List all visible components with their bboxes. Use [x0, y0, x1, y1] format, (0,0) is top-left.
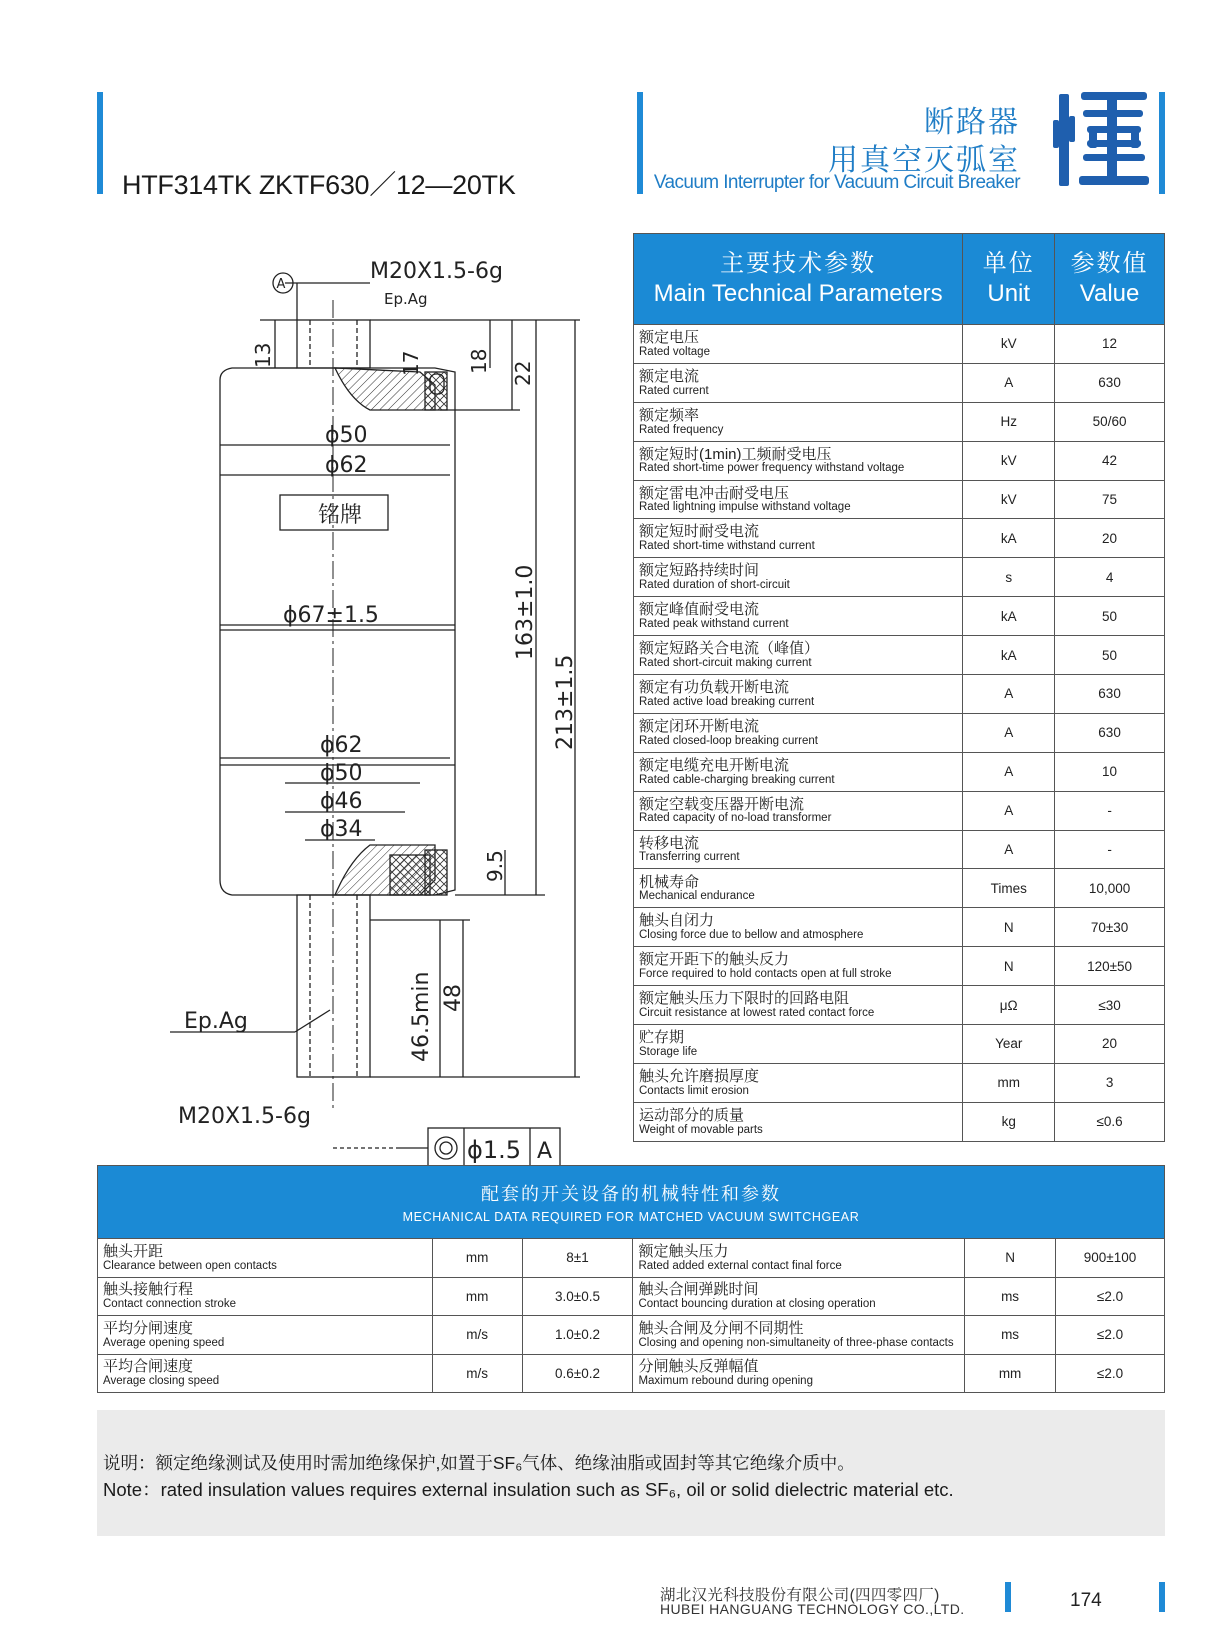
value-cell: 20 — [1055, 1025, 1165, 1064]
unit-cell: A — [963, 830, 1055, 869]
value-cell: - — [1055, 791, 1165, 830]
unit-cell: μΩ — [963, 986, 1055, 1025]
unit-cell: kV — [963, 480, 1055, 519]
value-cell: ≤2.0 — [1056, 1354, 1165, 1393]
param-cell: 触头自闭力 Closing force due to bellow and atmosphere — [634, 908, 963, 947]
table-row — [98, 1316, 1165, 1355]
unit-cell: kV — [963, 325, 1055, 364]
tolerance-datum: A — [537, 1139, 553, 1164]
table-row — [634, 636, 1165, 675]
unit-cell: A — [963, 791, 1055, 830]
unit-cell: A — [963, 713, 1055, 752]
unit-cell: Times — [963, 869, 1055, 908]
param-cell: 额定触头压力 Rated added external contact final force — [633, 1239, 965, 1278]
param-cell: 额定电缆充电开断电流 Rated cable-charging breaking current — [634, 752, 963, 791]
unit-cell: ms — [965, 1277, 1056, 1316]
table-row — [634, 558, 1165, 597]
value-cell: 10,000 — [1055, 869, 1165, 908]
param-cell: 平均分闸速度 Average opening speed — [98, 1316, 433, 1355]
hanguang-logo-icon — [1053, 90, 1153, 190]
value-cell: 70±30 — [1055, 908, 1165, 947]
dim-48: 48 — [441, 984, 466, 1012]
param-cell: 额定短时耐受电流 Rated short-time withstand current — [634, 519, 963, 558]
unit-cell: m/s — [432, 1316, 522, 1355]
table-row — [98, 1354, 1165, 1393]
param-cell: 额定开距下的触头反力 Force required to hold contacts open at full stroke — [634, 947, 963, 986]
param-header: 主要技术参数 Main Technical Parameters — [634, 234, 963, 325]
param-cell: 额定电流 Rated current — [634, 363, 963, 402]
dim-13: 13 — [251, 342, 275, 368]
param-cell: 额定触头压力下限时的回路电阻 Circuit resistance at lowest rated contact force — [634, 986, 963, 1025]
footer-bar-right — [1159, 1582, 1165, 1612]
value-cell: ≤30 — [1055, 986, 1165, 1025]
value-cell: 20 — [1055, 519, 1165, 558]
table-row — [634, 752, 1165, 791]
table-row — [634, 908, 1165, 947]
param-cell: 贮存期 Storage life — [634, 1025, 963, 1064]
header-mid-bar — [637, 92, 643, 194]
value-cell: 1.0±0.2 — [522, 1316, 633, 1355]
model-title: HTF314TK ZKTF630／12—20TK — [122, 170, 516, 200]
unit-cell: kV — [963, 441, 1055, 480]
param-cell: 触头接触行程 Contact connection stroke — [98, 1277, 433, 1316]
datum-label: A — [276, 277, 286, 292]
thread-top-label: M20X1.5-6g — [370, 259, 503, 284]
param-cell: 机械寿命 Mechanical endurance — [634, 869, 963, 908]
value-cell: 75 — [1055, 480, 1165, 519]
unit-cell: m/s — [432, 1354, 522, 1393]
dim-phi62-bottom: ϕ62 — [320, 733, 363, 758]
param-cell: 触头合闸及分闸不同期性 Closing and opening non-simultaneity of three-phase contacts — [633, 1316, 965, 1355]
unit-cell: mm — [432, 1277, 522, 1316]
value-cell: ≤2.0 — [1056, 1277, 1165, 1316]
note-en: Note：rated insulation values requires external insulation such as SF₆, oil or solid dielectric material etc. — [103, 1479, 954, 1500]
title-zh-line1: 断路器 — [924, 106, 1020, 139]
param-cell: 分闸触头反弹幅值 Maximum rebound during opening — [633, 1354, 965, 1393]
table-row — [634, 675, 1165, 714]
param-cell: 额定频率 Rated frequency — [634, 402, 963, 441]
dim-phi67: ϕ67±1.5 — [283, 603, 379, 628]
value-cell: ≤0.6 — [1055, 1102, 1165, 1141]
param-cell: 额定短路持续时间 Rated duration of short-circuit — [634, 558, 963, 597]
table-row — [98, 1239, 1165, 1278]
page-number: 174 — [1070, 1590, 1102, 1611]
table-row — [634, 869, 1165, 908]
value-cell: 50/60 — [1055, 402, 1165, 441]
table-row — [634, 441, 1165, 480]
table-row — [634, 1102, 1165, 1141]
param-cell: 额定电压 Rated voltage — [634, 325, 963, 364]
param-cell: 额定短时(1min)工频耐受电压 Rated short-time power frequency withstand voltage — [634, 441, 963, 480]
dim-phi62-top: ϕ62 — [325, 453, 368, 478]
param-cell: 触头允许磨损厚度 Contacts limit erosion — [634, 1063, 963, 1102]
unit-cell: N — [963, 908, 1055, 947]
table-row — [634, 325, 1165, 364]
table-row — [634, 363, 1165, 402]
title-zh-line2: 用真空灭弧室 — [828, 144, 1020, 177]
plating-top-label: Ep.Ag — [384, 290, 428, 308]
unit-cell: A — [963, 675, 1055, 714]
param-cell: 触头开距 Clearance between open contacts — [98, 1239, 433, 1278]
unit-cell: ms — [965, 1316, 1056, 1355]
technical-drawing — [160, 235, 620, 1175]
unit-cell: s — [963, 558, 1055, 597]
value-cell: 900±100 — [1056, 1239, 1165, 1278]
unit-header: 单位 Unit — [963, 234, 1055, 325]
table-row — [634, 519, 1165, 558]
main-parameters-table — [633, 233, 1165, 1142]
table-row — [634, 830, 1165, 869]
main-table-header — [634, 234, 1165, 325]
table-row — [634, 713, 1165, 752]
plating-bottom-label: Ep.Ag — [184, 1009, 248, 1034]
nameplate-label: 铭牌 — [318, 503, 363, 528]
table-row — [634, 1025, 1165, 1064]
unit-cell: mm — [965, 1354, 1056, 1393]
value-cell: 630 — [1055, 675, 1165, 714]
unit-cell: N — [963, 947, 1055, 986]
unit-cell: mm — [432, 1239, 522, 1278]
unit-cell: N — [965, 1239, 1056, 1278]
unit-cell: mm — [963, 1063, 1055, 1102]
value-cell: 120±50 — [1055, 947, 1165, 986]
table-row — [634, 597, 1165, 636]
footer-bar-left — [1005, 1582, 1011, 1612]
dim-17: 17 — [399, 350, 423, 376]
param-cell: 平均合闸速度 Average closing speed — [98, 1354, 433, 1393]
value-cell: 10 — [1055, 752, 1165, 791]
dim-22: 22 — [511, 360, 535, 386]
table-row — [634, 947, 1165, 986]
value-cell: 8±1 — [522, 1239, 633, 1278]
value-cell: 3.0±0.5 — [522, 1277, 633, 1316]
value-cell: 4 — [1055, 558, 1165, 597]
param-cell: 触头合闸弹跳时间 Contact bouncing duration at closing operation — [633, 1277, 965, 1316]
mech-table-header — [98, 1166, 1165, 1239]
dim-phi34: ϕ34 — [320, 817, 363, 842]
dim-phi46: ϕ46 — [320, 789, 363, 814]
tolerance-value: ϕ1.5 — [467, 1136, 521, 1164]
value-cell: ≤2.0 — [1056, 1316, 1165, 1355]
param-cell: 运动部分的质量 Weight of movable parts — [634, 1102, 963, 1141]
dim-18: 18 — [467, 348, 491, 374]
table-row — [634, 791, 1165, 830]
value-cell: - — [1055, 830, 1165, 869]
mech-table-title: 配套的开关设备的机械特性和参数 MECHANICAL DATA REQUIRED FOR MATCHED VACUUM SWITCHGEAR — [98, 1166, 1165, 1239]
unit-cell: Year — [963, 1025, 1055, 1064]
unit-cell: A — [963, 752, 1055, 791]
note-box — [97, 1410, 1165, 1536]
note-zh: 说明：额定绝缘测试及使用时需加绝缘保护,如置于SF₆气体、绝缘油脂或固封等其它绝缘介质中。 — [103, 1453, 855, 1473]
header-left-bar — [97, 92, 103, 194]
param-cell: 额定有功负载开断电流 Rated active load breaking current — [634, 675, 963, 714]
value-cell: 50 — [1055, 636, 1165, 675]
thread-bottom-label: M20X1.5-6g — [178, 1104, 311, 1129]
param-cell: 额定雷电冲击耐受电压 Rated lightning impulse withstand voltage — [634, 480, 963, 519]
unit-cell: A — [963, 363, 1055, 402]
dim-163: 163±1.0 — [513, 564, 538, 660]
dim-46-5min: 46.5min — [409, 971, 434, 1062]
value-cell: 3 — [1055, 1063, 1165, 1102]
param-cell: 额定峰值耐受电流 Rated peak withstand current — [634, 597, 963, 636]
header-right-bar — [1159, 92, 1165, 194]
value-cell: 42 — [1055, 441, 1165, 480]
value-cell: 0.6±0.2 — [522, 1354, 633, 1393]
value-cell: 630 — [1055, 363, 1165, 402]
value-cell: 50 — [1055, 597, 1165, 636]
table-row — [634, 986, 1165, 1025]
dim-phi50-top: ϕ50 — [325, 423, 368, 448]
table-row — [98, 1277, 1165, 1316]
dim-phi50-bottom: ϕ50 — [320, 761, 363, 786]
value-cell: 630 — [1055, 713, 1165, 752]
value-cell: 12 — [1055, 325, 1165, 364]
param-cell: 额定闭环开断电流 Rated closed-loop breaking current — [634, 713, 963, 752]
company-name-zh: 湖北汉光科技股份有限公司(四四零四厂) — [660, 1587, 940, 1604]
unit-cell: kA — [963, 597, 1055, 636]
table-row — [634, 402, 1165, 441]
mechanical-data-table — [97, 1165, 1165, 1393]
param-cell: 额定空载变压器开断电流 Rated capacity of no-load transformer — [634, 791, 963, 830]
table-row — [634, 480, 1165, 519]
param-cell: 额定短路关合电流（峰值） Rated short-circuit making current — [634, 636, 963, 675]
unit-cell: kA — [963, 519, 1055, 558]
table-row — [634, 1063, 1165, 1102]
dim-9-5: 9.5 — [483, 850, 507, 882]
dim-213: 213±1.5 — [553, 654, 578, 750]
param-cell: 转移电流 Transferring current — [634, 830, 963, 869]
unit-cell: kA — [963, 636, 1055, 675]
unit-cell: Hz — [963, 402, 1055, 441]
company-name-en: HUBEI HANGUANG TECHNOLOGY CO.,LTD. — [660, 1601, 965, 1617]
title-en: Vacuum Interrupter for Vacuum Circuit Breaker — [653, 172, 1020, 193]
unit-cell: kg — [963, 1102, 1055, 1141]
value-header: 参数值 Value — [1055, 234, 1165, 325]
